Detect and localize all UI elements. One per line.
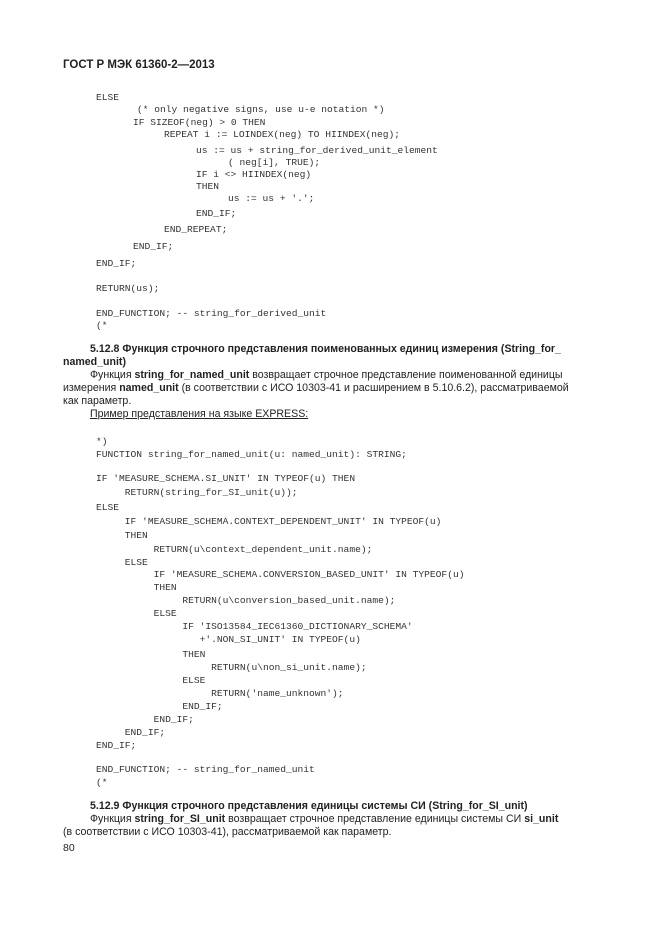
code-line: THEN [196, 181, 220, 192]
code-line: END_IF; [96, 727, 166, 738]
section-heading: 5.12.9 Функция строчного представления единицы системы СИ (String_for_SI_unit) [90, 800, 528, 812]
paragraph-line: измерения named_unit (в соответствии с ИСО 10303-41 и расширением в 5.10.6.2), рассматриваемой [63, 382, 569, 394]
code-line: (* only negative signs, use u-e notation *) [137, 104, 385, 115]
code-line: FUNCTION string_for_named_unit(u: named_unit): STRING; [96, 449, 407, 460]
code-line: REPEAT i := LOINDEX(neg) TO HIINDEX(neg); [164, 129, 401, 140]
document-header: ГОСТ Р МЭК 61360-2—2013 [63, 59, 215, 71]
code-line: THEN [96, 582, 177, 593]
code-line: IF 'ISO13584_IEC61360_DICTIONARY_SCHEMA' [96, 621, 413, 632]
code-line: (* [96, 320, 108, 331]
code-line: *) [96, 436, 108, 447]
example-caption: Пример представления на языке EXPRESS: [90, 408, 309, 420]
code-line: END_IF; [96, 740, 137, 751]
code-line: END_REPEAT; [164, 224, 228, 235]
code-line: THEN [96, 649, 206, 660]
code-line: RETURN('name_unknown'); [96, 688, 344, 699]
code-line: us := us + string_for_derived_unit_element [196, 145, 438, 156]
code-line: END_IF; [96, 714, 194, 725]
code-line: IF 'MEASURE_SCHEMA.CONVERSION_BASED_UNIT' IN TYPEOF(u) [96, 569, 465, 580]
code-line: +'.NON_SI_UNIT' IN TYPEOF(u) [96, 634, 361, 645]
code-line: IF SIZEOF(neg) > 0 THEN [133, 117, 266, 128]
paragraph-line: как параметр. [63, 395, 132, 407]
code-line: (* [96, 777, 108, 788]
code-line: THEN [96, 530, 148, 541]
code-line: END_IF; [96, 701, 223, 712]
code-line: END_IF; [96, 258, 137, 269]
code-line: IF 'MEASURE_SCHEMA.SI_UNIT' IN TYPEOF(u) THEN [96, 473, 356, 484]
section-heading: 5.12.8 Функция строчного представления поименованных единиц измерения (String_for_ [90, 343, 561, 355]
page-number: 80 [63, 842, 75, 854]
code-line: us := us + '.'; [228, 193, 315, 204]
code-line: RETURN(u\non_si_unit.name); [96, 662, 367, 673]
code-line: IF i <> HIINDEX(neg) [196, 169, 312, 180]
code-line: ELSE [96, 675, 206, 686]
code-line: END_IF; [196, 208, 237, 219]
code-line: ELSE [96, 557, 148, 568]
paragraph-line: Функция string_for_SI_unit возвращает строчное представление единицы системы СИ si_unit [90, 813, 559, 825]
code-line: END_FUNCTION; -- string_for_derived_unit [96, 308, 327, 319]
code-line: ( neg[i], TRUE); [228, 157, 321, 168]
code-line: RETURN(u\context_dependent_unit.name); [96, 544, 373, 555]
code-line: ELSE [96, 608, 177, 619]
paragraph-line: (в соответствии с ИСО 10303-41), рассматриваемой как параметр. [63, 826, 392, 838]
code-line: END_IF; [133, 241, 174, 252]
paragraph-line: Функция string_for_named_unit возвращает строчное представление поименованной единицы [90, 369, 563, 381]
code-line: IF 'MEASURE_SCHEMA.CONTEXT_DEPENDENT_UNIT' IN TYPEOF(u) [96, 516, 442, 527]
code-line: ELSE [96, 502, 120, 513]
code-line: ELSE [96, 92, 120, 103]
section-heading-cont: named_unit) [63, 356, 126, 368]
code-line: END_FUNCTION; -- string_for_named_unit [96, 764, 315, 775]
code-line: RETURN(string_for_SI_unit(u)); [96, 487, 298, 498]
code-line: RETURN(us); [96, 283, 160, 294]
code-line: RETURN(u\conversion_based_unit.name); [96, 595, 396, 606]
